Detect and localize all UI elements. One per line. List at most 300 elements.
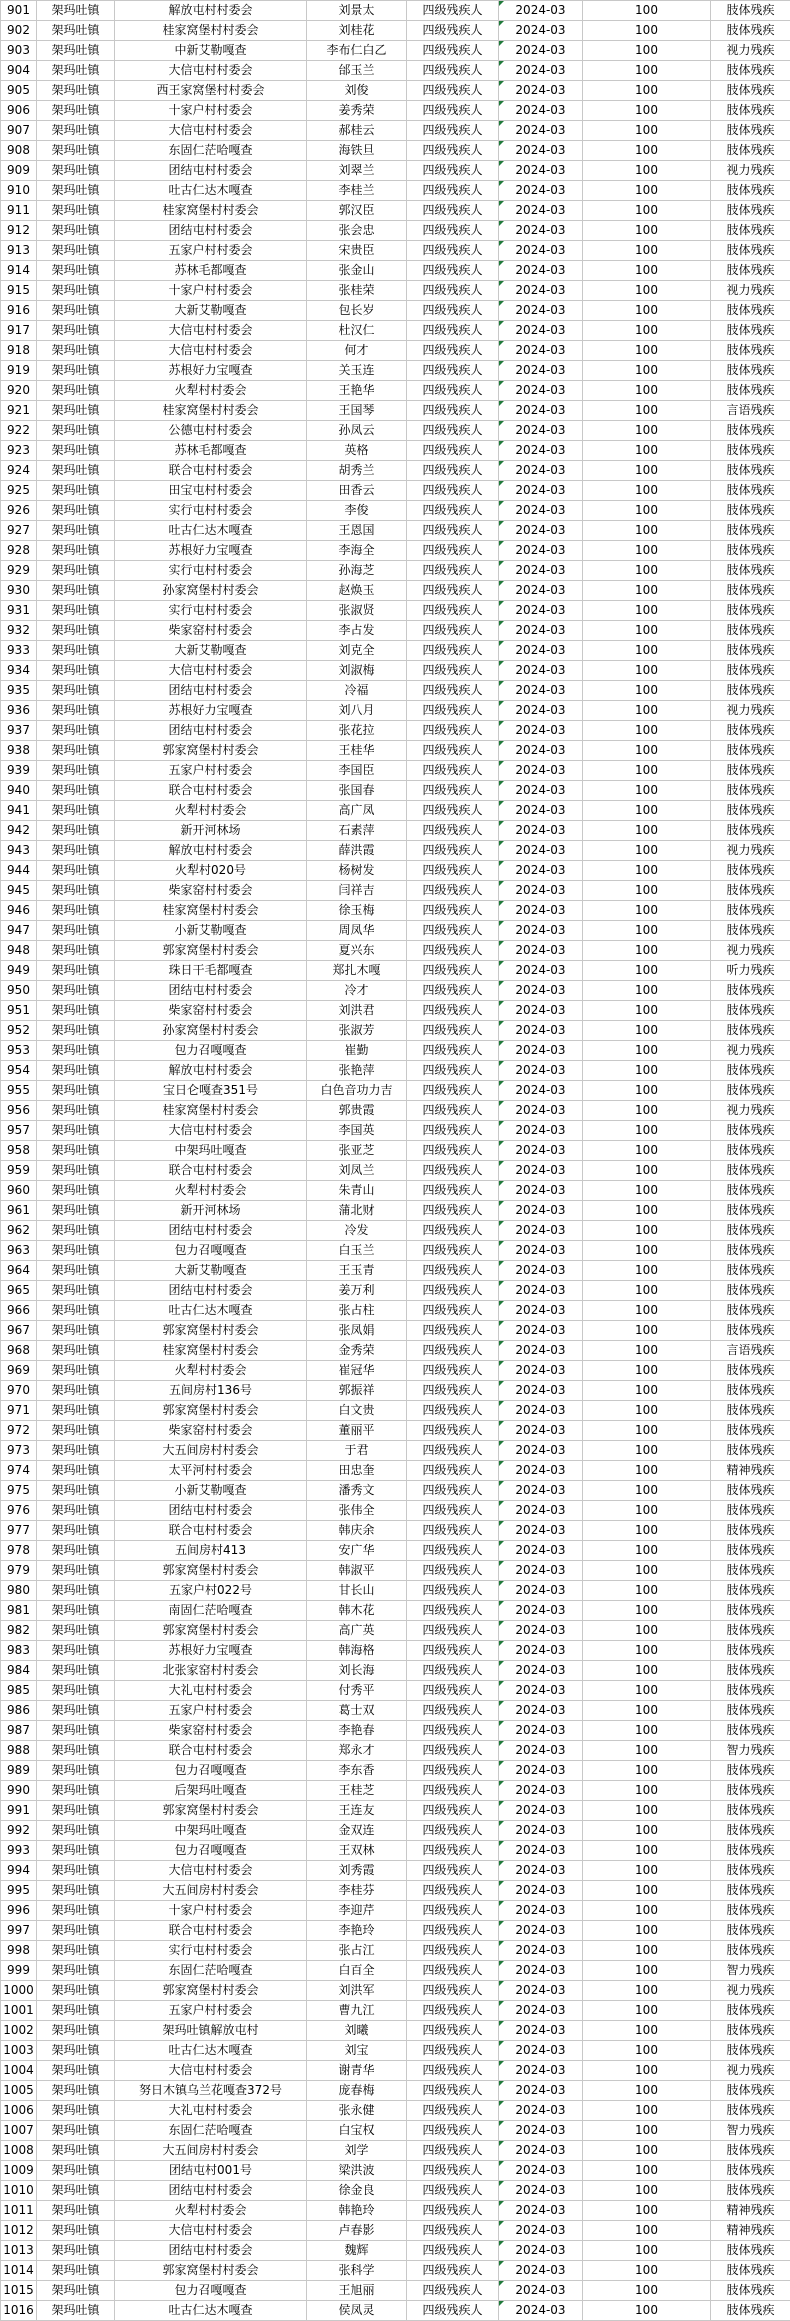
town-cell[interactable]: 架玛吐镇 (37, 1781, 115, 1801)
disability-grade-cell[interactable]: 四级残疾人 (407, 1361, 499, 1381)
name-cell[interactable]: 赵焕玉 (307, 581, 407, 601)
village-cell[interactable]: 十家户村村委会 (115, 281, 307, 301)
village-cell[interactable]: 大信屯村村委会 (115, 1121, 307, 1141)
disability-grade-cell[interactable]: 四级残疾人 (407, 961, 499, 981)
town-cell[interactable]: 架玛吐镇 (37, 241, 115, 261)
name-cell[interactable]: 安广华 (307, 1541, 407, 1561)
name-cell[interactable]: 梁洪波 (307, 2161, 407, 2181)
amount-cell[interactable]: 100 (583, 661, 711, 681)
village-cell[interactable]: 东固仁茫哈嘎查 (115, 2121, 307, 2141)
table-row[interactable] (1, 1981, 790, 2001)
disability-grade-cell[interactable]: 四级残疾人 (407, 561, 499, 581)
name-cell[interactable]: 李俊 (307, 501, 407, 521)
disability-type-cell[interactable]: 肢体残疾 (711, 1501, 790, 1521)
row-number-cell[interactable]: 913 (1, 241, 37, 261)
disability-type-cell[interactable]: 肢体残疾 (711, 1401, 790, 1421)
name-cell[interactable]: 刘克全 (307, 641, 407, 661)
disability-type-cell[interactable]: 言语残疾 (711, 1341, 790, 1361)
town-cell[interactable]: 架玛吐镇 (37, 1601, 115, 1621)
village-cell[interactable]: 吐古仁达木嘎查 (115, 1301, 307, 1321)
table-row[interactable] (1, 1621, 790, 1641)
town-cell[interactable]: 架玛吐镇 (37, 1541, 115, 1561)
disability-grade-cell[interactable]: 四级残疾人 (407, 1381, 499, 1401)
town-cell[interactable]: 架玛吐镇 (37, 1681, 115, 1701)
disability-grade-cell[interactable]: 四级残疾人 (407, 921, 499, 941)
table-row[interactable] (1, 61, 790, 81)
month-cell[interactable]: 2024-03 (499, 1761, 583, 1781)
disability-grade-cell[interactable]: 四级残疾人 (407, 1201, 499, 1221)
village-cell[interactable]: 解放屯村村委会 (115, 1, 307, 21)
table-row[interactable] (1, 841, 790, 861)
disability-type-cell[interactable]: 肢体残疾 (711, 681, 790, 701)
disability-grade-cell[interactable]: 四级残疾人 (407, 181, 499, 201)
village-cell[interactable]: 珠日干毛都嘎查 (115, 961, 307, 981)
amount-cell[interactable]: 100 (583, 161, 711, 181)
table-row[interactable] (1, 881, 790, 901)
row-number-cell[interactable]: 949 (1, 961, 37, 981)
village-cell[interactable]: 包力召嘎嘎查 (115, 1241, 307, 1261)
disability-grade-cell[interactable]: 四级残疾人 (407, 1061, 499, 1081)
name-cell[interactable]: 宋贵臣 (307, 241, 407, 261)
row-number-cell[interactable]: 982 (1, 1621, 37, 1641)
row-number-cell[interactable]: 996 (1, 1901, 37, 1921)
amount-cell[interactable]: 100 (583, 1121, 711, 1141)
village-cell[interactable]: 五间房村136号 (115, 1381, 307, 1401)
disability-type-cell[interactable]: 肢体残疾 (711, 1021, 790, 1041)
town-cell[interactable]: 架玛吐镇 (37, 1121, 115, 1141)
disability-type-cell[interactable]: 肢体残疾 (711, 761, 790, 781)
table-row[interactable] (1, 301, 790, 321)
town-cell[interactable]: 架玛吐镇 (37, 341, 115, 361)
disability-type-cell[interactable]: 肢体残疾 (711, 2081, 790, 2101)
month-cell[interactable]: 2024-03 (499, 1521, 583, 1541)
village-cell[interactable]: 吐古仁达木嘎查 (115, 181, 307, 201)
row-number-cell[interactable]: 922 (1, 421, 37, 441)
village-cell[interactable]: 团结屯村村委会 (115, 161, 307, 181)
name-cell[interactable]: 王玉青 (307, 1261, 407, 1281)
name-cell[interactable]: 郭贵霞 (307, 1101, 407, 1121)
disability-type-cell[interactable]: 视力残疾 (711, 1101, 790, 1121)
month-cell[interactable]: 2024-03 (499, 61, 583, 81)
name-cell[interactable]: 徐玉梅 (307, 901, 407, 921)
amount-cell[interactable]: 100 (583, 981, 711, 1001)
month-cell[interactable]: 2024-03 (499, 861, 583, 881)
month-cell[interactable]: 2024-03 (499, 81, 583, 101)
town-cell[interactable]: 架玛吐镇 (37, 1141, 115, 1161)
row-number-cell[interactable]: 903 (1, 41, 37, 61)
name-cell[interactable]: 姜秀荣 (307, 101, 407, 121)
disability-grade-cell[interactable]: 四级残疾人 (407, 61, 499, 81)
town-cell[interactable]: 架玛吐镇 (37, 2221, 115, 2241)
name-cell[interactable]: 薛洪霞 (307, 841, 407, 861)
disability-type-cell[interactable]: 肢体残疾 (711, 1521, 790, 1541)
row-number-cell[interactable]: 951 (1, 1001, 37, 1021)
town-cell[interactable]: 架玛吐镇 (37, 1981, 115, 2001)
amount-cell[interactable]: 100 (583, 1501, 711, 1521)
disability-type-cell[interactable]: 肢体残疾 (711, 481, 790, 501)
village-cell[interactable]: 大新艾勒嘎查 (115, 1261, 307, 1281)
name-cell[interactable]: 董丽平 (307, 1421, 407, 1441)
amount-cell[interactable]: 100 (583, 1221, 711, 1241)
table-row[interactable] (1, 1841, 790, 1861)
village-cell[interactable]: 实行屯村村委会 (115, 601, 307, 621)
row-number-cell[interactable]: 972 (1, 1421, 37, 1441)
village-cell[interactable]: 大新艾勒嘎查 (115, 641, 307, 661)
town-cell[interactable]: 架玛吐镇 (37, 1201, 115, 1221)
amount-cell[interactable]: 100 (583, 2041, 711, 2061)
table-row[interactable] (1, 221, 790, 241)
row-number-cell[interactable]: 947 (1, 921, 37, 941)
month-cell[interactable]: 2024-03 (499, 221, 583, 241)
village-cell[interactable]: 解放屯村村委会 (115, 1061, 307, 1081)
town-cell[interactable]: 架玛吐镇 (37, 1161, 115, 1181)
table-row[interactable] (1, 1421, 790, 1441)
amount-cell[interactable]: 100 (583, 621, 711, 641)
village-cell[interactable]: 团结屯村村委会 (115, 221, 307, 241)
row-number-cell[interactable]: 986 (1, 1701, 37, 1721)
month-cell[interactable]: 2024-03 (499, 1001, 583, 1021)
town-cell[interactable]: 架玛吐镇 (37, 861, 115, 881)
row-number-cell[interactable]: 990 (1, 1781, 37, 1801)
name-cell[interactable]: 王双林 (307, 1841, 407, 1861)
disability-type-cell[interactable]: 肢体残疾 (711, 2161, 790, 2181)
name-cell[interactable]: 王艳华 (307, 381, 407, 401)
disability-type-cell[interactable]: 肢体残疾 (711, 901, 790, 921)
row-number-cell[interactable]: 928 (1, 541, 37, 561)
disability-grade-cell[interactable]: 四级残疾人 (407, 1521, 499, 1541)
village-cell[interactable]: 火犁村村委会 (115, 2201, 307, 2221)
amount-cell[interactable]: 100 (583, 461, 711, 481)
amount-cell[interactable]: 100 (583, 1941, 711, 1961)
month-cell[interactable]: 2024-03 (499, 1081, 583, 1101)
disability-grade-cell[interactable]: 四级残疾人 (407, 681, 499, 701)
amount-cell[interactable]: 100 (583, 1421, 711, 1441)
town-cell[interactable]: 架玛吐镇 (37, 321, 115, 341)
name-cell[interactable]: 李国英 (307, 1121, 407, 1141)
disability-type-cell[interactable]: 肢体残疾 (711, 1481, 790, 1501)
row-number-cell[interactable]: 936 (1, 701, 37, 721)
disability-type-cell[interactable]: 肢体残疾 (711, 1081, 790, 1101)
disability-type-cell[interactable]: 肢体残疾 (711, 81, 790, 101)
month-cell[interactable]: 2024-03 (499, 821, 583, 841)
village-cell[interactable]: 小新艾勒嘎查 (115, 1481, 307, 1501)
name-cell[interactable]: 高广凤 (307, 801, 407, 821)
month-cell[interactable]: 2024-03 (499, 1221, 583, 1241)
row-number-cell[interactable]: 937 (1, 721, 37, 741)
town-cell[interactable]: 架玛吐镇 (37, 841, 115, 861)
disability-type-cell[interactable]: 肢体残疾 (711, 1361, 790, 1381)
town-cell[interactable]: 架玛吐镇 (37, 281, 115, 301)
village-cell[interactable]: 大信屯村村委会 (115, 2061, 307, 2081)
row-number-cell[interactable]: 1012 (1, 2221, 37, 2241)
row-number-cell[interactable]: 943 (1, 841, 37, 861)
amount-cell[interactable]: 100 (583, 2261, 711, 2281)
disability-type-cell[interactable]: 肢体残疾 (711, 1801, 790, 1821)
name-cell[interactable]: 韩淑平 (307, 1561, 407, 1581)
name-cell[interactable]: 郭振祥 (307, 1381, 407, 1401)
name-cell[interactable]: 朱青山 (307, 1181, 407, 1201)
village-cell[interactable]: 实行屯村村委会 (115, 501, 307, 521)
table-row[interactable] (1, 2201, 790, 2221)
disability-type-cell[interactable]: 肢体残疾 (711, 1661, 790, 1681)
row-number-cell[interactable]: 985 (1, 1681, 37, 1701)
name-cell[interactable]: 张国春 (307, 781, 407, 801)
row-number-cell[interactable]: 1004 (1, 2061, 37, 2081)
table-row[interactable] (1, 1201, 790, 1221)
disability-type-cell[interactable]: 肢体残疾 (711, 1941, 790, 1961)
town-cell[interactable]: 架玛吐镇 (37, 2301, 115, 2321)
table-row[interactable] (1, 681, 790, 701)
disability-type-cell[interactable]: 听力残疾 (711, 961, 790, 981)
row-number-cell[interactable]: 912 (1, 221, 37, 241)
amount-cell[interactable]: 100 (583, 1281, 711, 1301)
amount-cell[interactable]: 100 (583, 1541, 711, 1561)
town-cell[interactable]: 架玛吐镇 (37, 661, 115, 681)
village-cell[interactable]: 新开河林场 (115, 1201, 307, 1221)
village-cell[interactable]: 太平河村村委会 (115, 1461, 307, 1481)
name-cell[interactable]: 李桂芬 (307, 1881, 407, 1901)
name-cell[interactable]: 葛士双 (307, 1701, 407, 1721)
disability-type-cell[interactable]: 肢体残疾 (711, 1201, 790, 1221)
row-number-cell[interactable]: 917 (1, 321, 37, 341)
month-cell[interactable]: 2024-03 (499, 2161, 583, 2181)
disability-grade-cell[interactable]: 四级残疾人 (407, 1181, 499, 1201)
amount-cell[interactable]: 100 (583, 1701, 711, 1721)
row-number-cell[interactable]: 906 (1, 101, 37, 121)
table-row[interactable] (1, 521, 790, 541)
month-cell[interactable]: 2024-03 (499, 1201, 583, 1221)
village-cell[interactable]: 吐古仁达木嘎查 (115, 521, 307, 541)
name-cell[interactable]: 高广英 (307, 1621, 407, 1641)
village-cell[interactable]: 郭家窝堡村村委会 (115, 1561, 307, 1581)
disability-type-cell[interactable]: 肢体残疾 (711, 1541, 790, 1561)
disability-grade-cell[interactable]: 四级残疾人 (407, 1141, 499, 1161)
row-number-cell[interactable]: 954 (1, 1061, 37, 1081)
amount-cell[interactable]: 100 (583, 301, 711, 321)
amount-cell[interactable]: 100 (583, 2081, 711, 2101)
disability-grade-cell[interactable]: 四级残疾人 (407, 761, 499, 781)
village-cell[interactable]: 联合屯村村委会 (115, 1921, 307, 1941)
disability-type-cell[interactable]: 肢体残疾 (711, 1761, 790, 1781)
disability-grade-cell[interactable]: 四级残疾人 (407, 1121, 499, 1141)
table-row[interactable] (1, 941, 790, 961)
amount-cell[interactable]: 100 (583, 701, 711, 721)
name-cell[interactable]: 李占发 (307, 621, 407, 641)
row-number-cell[interactable]: 941 (1, 801, 37, 821)
village-cell[interactable]: 苏林毛都嘎查 (115, 261, 307, 281)
town-cell[interactable]: 架玛吐镇 (37, 1561, 115, 1581)
village-cell[interactable]: 架玛吐镇解放屯村 (115, 2021, 307, 2041)
disability-type-cell[interactable]: 肢体残疾 (711, 1, 790, 21)
village-cell[interactable]: 柴家窑村村委会 (115, 1001, 307, 1021)
disability-grade-cell[interactable]: 四级残疾人 (407, 161, 499, 181)
name-cell[interactable]: 夏兴东 (307, 941, 407, 961)
row-number-cell[interactable]: 938 (1, 741, 37, 761)
disability-type-cell[interactable]: 肢体残疾 (711, 741, 790, 761)
disability-type-cell[interactable]: 视力残疾 (711, 161, 790, 181)
town-cell[interactable]: 架玛吐镇 (37, 1301, 115, 1321)
disability-grade-cell[interactable]: 四级残疾人 (407, 1781, 499, 1801)
disability-grade-cell[interactable]: 四级残疾人 (407, 1761, 499, 1781)
table-row[interactable] (1, 1321, 790, 1341)
town-cell[interactable]: 架玛吐镇 (37, 1881, 115, 1901)
town-cell[interactable]: 架玛吐镇 (37, 361, 115, 381)
month-cell[interactable]: 2024-03 (499, 121, 583, 141)
amount-cell[interactable]: 100 (583, 921, 711, 941)
disability-grade-cell[interactable]: 四级残疾人 (407, 1941, 499, 1961)
village-cell[interactable]: 大礼屯村村委会 (115, 2101, 307, 2121)
name-cell[interactable]: 庞春梅 (307, 2081, 407, 2101)
village-cell[interactable]: 五家户村村委会 (115, 2001, 307, 2021)
name-cell[interactable]: 白宝权 (307, 2121, 407, 2141)
name-cell[interactable]: 刘景太 (307, 1, 407, 21)
town-cell[interactable]: 架玛吐镇 (37, 2261, 115, 2281)
month-cell[interactable]: 2024-03 (499, 1041, 583, 1061)
table-row[interactable] (1, 2021, 790, 2041)
disability-type-cell[interactable]: 肢体残疾 (711, 1901, 790, 1921)
name-cell[interactable]: 韩海格 (307, 1641, 407, 1661)
name-cell[interactable]: 郭汉臣 (307, 201, 407, 221)
month-cell[interactable]: 2024-03 (499, 721, 583, 741)
town-cell[interactable]: 架玛吐镇 (37, 1021, 115, 1041)
disability-grade-cell[interactable]: 四级残疾人 (407, 741, 499, 761)
town-cell[interactable]: 架玛吐镇 (37, 2141, 115, 2161)
town-cell[interactable]: 架玛吐镇 (37, 1361, 115, 1381)
row-number-cell[interactable]: 977 (1, 1521, 37, 1541)
disability-type-cell[interactable]: 精神残疾 (711, 2221, 790, 2241)
table-row[interactable] (1, 1481, 790, 1501)
name-cell[interactable]: 李国臣 (307, 761, 407, 781)
disability-grade-cell[interactable]: 四级残疾人 (407, 1621, 499, 1641)
month-cell[interactable]: 2024-03 (499, 901, 583, 921)
table-row[interactable] (1, 641, 790, 661)
village-cell[interactable]: 东固仁茫哈嘎查 (115, 1961, 307, 1981)
name-cell[interactable]: 李迎芹 (307, 1901, 407, 1921)
town-cell[interactable]: 架玛吐镇 (37, 1841, 115, 1861)
table-row[interactable] (1, 901, 790, 921)
village-cell[interactable]: 包力召嘎嘎查 (115, 1761, 307, 1781)
village-cell[interactable]: 桂家窝堡村村委会 (115, 1341, 307, 1361)
disability-type-cell[interactable]: 肢体残疾 (711, 1721, 790, 1741)
town-cell[interactable]: 架玛吐镇 (37, 181, 115, 201)
amount-cell[interactable]: 100 (583, 601, 711, 621)
disability-grade-cell[interactable]: 四级残疾人 (407, 541, 499, 561)
town-cell[interactable]: 架玛吐镇 (37, 881, 115, 901)
disability-type-cell[interactable]: 精神残疾 (711, 1461, 790, 1481)
table-row[interactable] (1, 181, 790, 201)
name-cell[interactable]: 刘曦 (307, 2021, 407, 2041)
name-cell[interactable]: 张艳萍 (307, 1061, 407, 1081)
table-row[interactable] (1, 621, 790, 641)
row-number-cell[interactable]: 1006 (1, 2101, 37, 2121)
row-number-cell[interactable]: 926 (1, 501, 37, 521)
disability-grade-cell[interactable]: 四级残疾人 (407, 2141, 499, 2161)
disability-grade-cell[interactable]: 四级残疾人 (407, 1861, 499, 1881)
table-row[interactable] (1, 1561, 790, 1581)
table-row[interactable] (1, 1781, 790, 1801)
month-cell[interactable]: 2024-03 (499, 2081, 583, 2101)
town-cell[interactable]: 架玛吐镇 (37, 2121, 115, 2141)
month-cell[interactable]: 2024-03 (499, 1941, 583, 1961)
table-row[interactable] (1, 541, 790, 561)
town-cell[interactable]: 架玛吐镇 (37, 941, 115, 961)
disability-type-cell[interactable]: 智力残疾 (711, 2121, 790, 2141)
village-cell[interactable]: 团结屯村村委会 (115, 1281, 307, 1301)
town-cell[interactable]: 架玛吐镇 (37, 1521, 115, 1541)
month-cell[interactable]: 2024-03 (499, 1981, 583, 2001)
amount-cell[interactable]: 100 (583, 1801, 711, 1821)
village-cell[interactable]: 吐古仁达木嘎查 (115, 2041, 307, 2061)
name-cell[interactable]: 侯凤灵 (307, 2301, 407, 2321)
name-cell[interactable]: 杜汉仁 (307, 321, 407, 341)
town-cell[interactable]: 架玛吐镇 (37, 441, 115, 461)
row-number-cell[interactable]: 999 (1, 1961, 37, 1981)
name-cell[interactable]: 杨树发 (307, 861, 407, 881)
town-cell[interactable]: 架玛吐镇 (37, 1181, 115, 1201)
amount-cell[interactable]: 100 (583, 1881, 711, 1901)
table-row[interactable] (1, 1381, 790, 1401)
town-cell[interactable]: 架玛吐镇 (37, 981, 115, 1001)
town-cell[interactable]: 架玛吐镇 (37, 721, 115, 741)
amount-cell[interactable]: 100 (583, 261, 711, 281)
month-cell[interactable]: 2024-03 (499, 1481, 583, 1501)
amount-cell[interactable]: 100 (583, 521, 711, 541)
disability-type-cell[interactable]: 肢体残疾 (711, 781, 790, 801)
row-number-cell[interactable]: 959 (1, 1161, 37, 1181)
name-cell[interactable]: 崔冠华 (307, 1361, 407, 1381)
village-cell[interactable]: 团结屯村001号 (115, 2161, 307, 2181)
town-cell[interactable]: 架玛吐镇 (37, 381, 115, 401)
town-cell[interactable]: 架玛吐镇 (37, 2041, 115, 2061)
village-cell[interactable]: 联合屯村村委会 (115, 1741, 307, 1761)
disability-type-cell[interactable]: 肢体残疾 (711, 1061, 790, 1081)
disability-grade-cell[interactable]: 四级残疾人 (407, 2061, 499, 2081)
month-cell[interactable]: 2024-03 (499, 2241, 583, 2261)
table-row[interactable] (1, 961, 790, 981)
table-row[interactable] (1, 381, 790, 401)
table-row[interactable] (1, 1441, 790, 1461)
disability-grade-cell[interactable]: 四级残疾人 (407, 1641, 499, 1661)
month-cell[interactable]: 2024-03 (499, 641, 583, 661)
village-cell[interactable]: 火犁村村委会 (115, 1361, 307, 1381)
row-number-cell[interactable]: 1011 (1, 2201, 37, 2221)
village-cell[interactable]: 田宝屯村村委会 (115, 481, 307, 501)
table-row[interactable] (1, 1961, 790, 1981)
town-cell[interactable]: 架玛吐镇 (37, 1641, 115, 1661)
amount-cell[interactable]: 100 (583, 1781, 711, 1801)
village-cell[interactable]: 东固仁茫哈嘎查 (115, 141, 307, 161)
month-cell[interactable]: 2024-03 (499, 841, 583, 861)
village-cell[interactable]: 火犁村020号 (115, 861, 307, 881)
table-row[interactable] (1, 1261, 790, 1281)
table-row[interactable] (1, 1661, 790, 1681)
town-cell[interactable]: 架玛吐镇 (37, 1581, 115, 1601)
row-number-cell[interactable]: 918 (1, 341, 37, 361)
village-cell[interactable]: 郭家窝堡村村委会 (115, 1401, 307, 1421)
village-cell[interactable]: 十家户村村委会 (115, 101, 307, 121)
town-cell[interactable]: 架玛吐镇 (37, 2241, 115, 2261)
town-cell[interactable]: 架玛吐镇 (37, 1001, 115, 1021)
amount-cell[interactable]: 100 (583, 741, 711, 761)
row-number-cell[interactable]: 984 (1, 1661, 37, 1681)
disability-grade-cell[interactable]: 四级残疾人 (407, 21, 499, 41)
month-cell[interactable]: 2024-03 (499, 161, 583, 181)
month-cell[interactable]: 2024-03 (499, 1681, 583, 1701)
row-number-cell[interactable]: 942 (1, 821, 37, 841)
village-cell[interactable]: 郭家窝堡村村委会 (115, 1801, 307, 1821)
amount-cell[interactable]: 100 (583, 2101, 711, 2121)
disability-grade-cell[interactable]: 四级残疾人 (407, 2001, 499, 2021)
